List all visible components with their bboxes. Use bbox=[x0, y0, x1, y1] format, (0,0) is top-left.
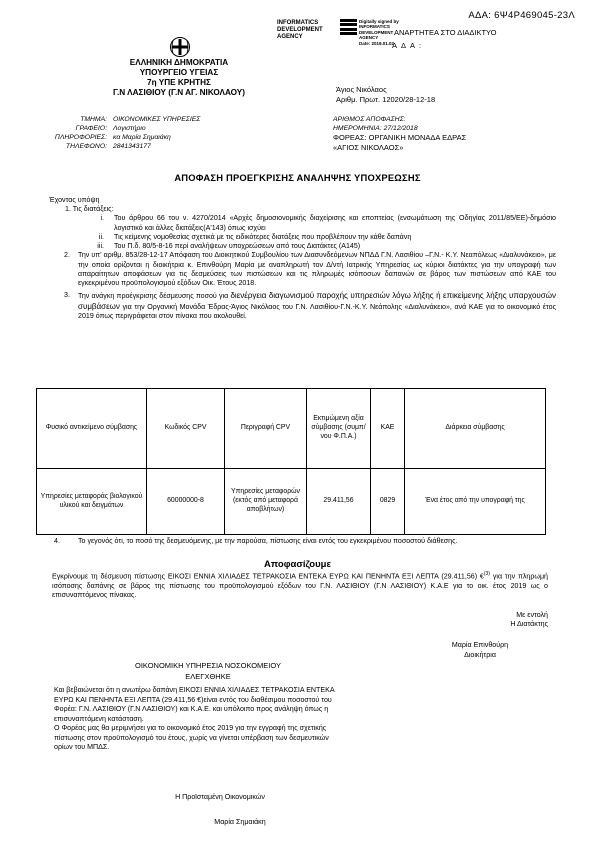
place: Άγιος Νικόλαος bbox=[336, 85, 387, 94]
provision-text: Του Π.δ. 80/5-8-16 περί αναλήψεων υποχρεώσεων από τους Διατάκτες (Α145) bbox=[114, 242, 361, 251]
director-signature bbox=[420, 641, 540, 660]
decision-date-value: : 27/12/2018 bbox=[379, 124, 418, 132]
provision-item bbox=[50, 242, 556, 251]
greek-emblem-icon bbox=[169, 36, 191, 58]
decision-date-label: ΗΜΕΡΟΜΗΝΙΑ bbox=[333, 124, 380, 132]
provision-text: Του άρθρου 66 του ν. 4270/2014 «Αρχές δημοσιονομικής διαχείρισης και εποπτείας (ενσωμάτωση της Οδηγίας 2011/85/ΕΕ)-δημόσιο λογιστικό και άλλες διατάξεις(Α'143) όπως ισχύει bbox=[114, 214, 556, 232]
info-row bbox=[8, 143, 200, 152]
decision-number: ΑΡΙΘΜΟΣ ΑΠΟΦΑΣΗΣ: bbox=[333, 116, 406, 123]
info-row bbox=[8, 116, 200, 125]
provisions-heading: 1. Τις διατάξεις: bbox=[65, 205, 114, 214]
finance-head-title: Η Προϊσταμένη Οικονομικών bbox=[175, 793, 265, 801]
provision-number: iii. bbox=[97, 242, 104, 251]
signature-line: INFORMATICS bbox=[359, 24, 390, 30]
authorization bbox=[448, 611, 548, 629]
issuer-header bbox=[54, 58, 304, 98]
finance-certification bbox=[54, 686, 344, 753]
info-value: κα Μαρία Σημαιάκη bbox=[113, 134, 171, 141]
by-order-label: Με εντολή bbox=[516, 611, 548, 619]
signature-line: Digitally signed by bbox=[359, 19, 399, 24]
column-header: Διάρκεια σύμβασης bbox=[405, 389, 546, 469]
info-label: ΤΜΗΜΑ: bbox=[80, 116, 107, 123]
signature-line: AGENCY bbox=[359, 35, 379, 41]
decision-organ bbox=[333, 133, 466, 142]
provision-text: Τις κείμενης νομοθεσίας σχετικά με τις ειδικότερες διατάξεις που προβλέπουν την κάθε δαπάνη bbox=[114, 232, 412, 241]
publish-online-label: ΑΝΑΡΤΗΤΕΑ ΣΤΟ ΔΙΑΔΙΚΤΥΟ bbox=[394, 28, 497, 37]
paragraph-text: Το γεγονός ότι, το ποσό της δεσμευόμενης, με την παρούσα, πίστωσης είναι εντός του εγκεκριμένου ποσοστού διάθεσης. bbox=[78, 537, 458, 545]
document-title: ΑΠΟΦΑΣΗ ΠΡΟΕΓΚΡΙΣΗΣ ΑΝΑΛΗΨΗΣ ΥΠΟΧΡΕΩΣΗΣ bbox=[174, 172, 421, 183]
paragraph-text bbox=[78, 291, 556, 321]
approval-text-part: Εγκρίνουμε τη δέσμευση πίστωσης ΕΙΚΟΣΙ ΕΝΝΙΑ ΧΙΛΙΑΔΕΣ ΤΕΤΡΑΚΟΣΙΑ ΕΝΤΕΚΑ ΕΥΡΩ ΚΑΙ ΠΕΝΗΝΤΑ ΕΞΙ ΛΕΠΤΑ (29.411,56) € bbox=[52, 572, 484, 581]
info-value: 2841343177 bbox=[113, 143, 151, 150]
paragraph-text-emphasis: διενέργεια διαγωνισμού παροχής υπηρεσιών λόγω λήξης ή επικείμενης λήξης υπαρχουσών συμβάσεων bbox=[78, 291, 556, 311]
info-label: ΠΛΗΡΟΦΟΡΙΕΣ: bbox=[54, 134, 107, 141]
agency-line: INFORMATICS bbox=[277, 20, 319, 26]
contract-table bbox=[36, 388, 546, 535]
info-label: ΤΗΛΕΦΩΝΟ: bbox=[65, 143, 107, 150]
place-and-protocol bbox=[336, 85, 435, 105]
paragraph-text-part: Την ανάγκη προέγκρισης δέσμευσης ποσού για bbox=[78, 292, 231, 301]
budget-commitment-text: Ο Φορέας μας θα μεριμνήσει για το οικονομικό έτος 2019 για την εγγραφή της σχετικής πίστωσης στον προϋπολογισμό του έτους, χωρίς να γίνεται υπέρβαση των δεσμευτικών ορίων του ΜΠΔΣ. bbox=[54, 724, 329, 751]
footnote-marker: (3) bbox=[483, 571, 490, 577]
ada-code: ΑΔΑ: 6Ψ4Ρ469045-23Λ bbox=[468, 10, 575, 21]
organ-name: «ΑΓΙΟΣ ΝΙΚΟΛΑΟΣ» bbox=[333, 142, 404, 152]
table-cell: Ένα έτος από την υπογραφή της bbox=[405, 469, 546, 535]
document-body bbox=[50, 196, 556, 321]
certification-text: Και βεβαιώνεται ότι η ανωτέρω δαπάνη ΕΙΚΟΣΙ ΕΝΝΙΑ ΧΙΛΙΑΔΕΣ ΤΕΤΡΑΚΟΣΙΑ ΕΝΤΕΚΑ ΕΥΡΩ ΚΑΙ ΠΕΝΗΝΤΑ ΕΞΙ ΛΕΠΤΑ (29.411,56 €)είναι εντός του διαθέσιμου ποσοστού του Φορέα: Γ.Ν. ΛΑΣΙΘΙΟΥ (Γ.Ν ΛΑΣΙΘΙΟΥ) και Κ.Α.Ε. και υπόλοιπο προς ανάληψη όπως η επισυναπτόμενη κατάσταση. bbox=[54, 686, 335, 723]
approval-text bbox=[52, 571, 548, 600]
table-header-row bbox=[37, 389, 546, 469]
checked-label: ΕΛΕΓΧΘΗΚΕ bbox=[185, 671, 231, 681]
finance-department-heading bbox=[108, 661, 308, 683]
director-role: Διοικήτρια bbox=[464, 650, 496, 659]
signature-logo-icon bbox=[340, 19, 357, 38]
table-cell: 29.411,56 bbox=[307, 469, 371, 535]
diavgeia-agency-label bbox=[277, 20, 343, 41]
column-header: Εκτιμώμενη αξία σύμβασης (συμπ/νου Φ.Π.Α.) bbox=[307, 389, 371, 469]
provision-item bbox=[50, 233, 556, 242]
contact-info bbox=[8, 116, 200, 152]
ministry-name: ΥΠΟΥΡΓΕΙΟ ΥΓΕΙΑΣ bbox=[139, 68, 219, 77]
provision-number: ii. bbox=[98, 232, 104, 241]
agency-line: DEVELOPMENT bbox=[277, 26, 323, 33]
provision-item bbox=[50, 214, 556, 232]
agency-line: AGENCY bbox=[277, 33, 303, 40]
director-name: Μαρία Επινθούρη bbox=[451, 641, 509, 649]
info-value: ΟΙΚΟΝΟΜΙΚΕΣ ΥΠΗΡΕΣΙΕΣ bbox=[113, 116, 201, 123]
column-header: Φυσικό αντικείμενο σύμβασης bbox=[37, 389, 147, 469]
finance-head-name: Μαρία Σημαιάκη bbox=[214, 818, 266, 826]
authorizing-officer-label: Η Διατάκτης bbox=[510, 620, 548, 629]
organ-value: ΟΡΓΑΝΙΚΗ ΜΟΝΑΔΑ ΕΔΡΑΣ bbox=[368, 133, 467, 143]
info-row bbox=[8, 125, 200, 134]
paragraph-number: 3. bbox=[64, 291, 70, 300]
table-cell: Υπηρεσίες μεταφορών (εκτός από μεταφορά αποβλήτων) bbox=[225, 469, 307, 535]
info-row bbox=[8, 134, 200, 143]
provision-number: i. bbox=[100, 214, 104, 223]
decision-date bbox=[333, 125, 466, 134]
paragraph-2 bbox=[50, 251, 556, 288]
info-value: Λογιστήριο bbox=[113, 125, 146, 132]
table-row bbox=[37, 469, 546, 535]
region-name: 7η ΥΠΕ ΚΡΗΤΗΣ bbox=[147, 78, 211, 87]
table-cell: 0829 bbox=[371, 469, 405, 535]
paragraph-number: 2. bbox=[64, 251, 70, 260]
column-header: ΚΑΕ bbox=[371, 389, 405, 469]
info-label: ΓΡΑΦΕΙΟ: bbox=[75, 125, 107, 132]
finance-department-title: ΟΙΚΟΝΟΜΙΚΗ ΥΠΗΡΕΣΙΑ ΝΟΣΟΚΟΜΕΙΟΥ bbox=[135, 661, 281, 670]
signature-line: DEVELOPMENT bbox=[359, 29, 394, 35]
signature-line: Date: 2019.01.02 bbox=[359, 40, 395, 46]
intro-text: Έχοντας υπόψη bbox=[49, 196, 100, 204]
country-name: ΕΛΛΗΝΙΚΗ ΔΗΜΟΚΡΑΤΙΑ bbox=[129, 58, 229, 67]
paragraph-3 bbox=[50, 291, 556, 321]
table-cell: 60000000-8 bbox=[147, 469, 225, 535]
ada-label: ΑΔΑ: bbox=[392, 41, 426, 50]
approval-text-part: για την πληρωμή ισόποσης δαπάνης σε βάρος της πίστωσης του προϋπολογισμού εξόδων του Γ.Ν. ΛΑΣΙΘΙΟΥ (Γ.Ν ΛΑΣΙΘΙΟΥ) Κ.Α.Ε για το οικ. έτος 2019 ως ο επισυναπτόμενος πίνακας. bbox=[52, 572, 548, 599]
paragraph-text: Την υπ' αριθμ. 853/28-12-17 Απόφαση του Διοικητικού Συμβουλίου των Διασυνδεόμενων ΝΠΔΔ Γ.Ν. Λασιθίου –Γ.Ν.- Κ.Υ. Νεαπόλεως «Διαλυνάκειο», με την οποία ορίζονται η διοικήτρια κ. Επινθούρη Μαρία με αναπληρωτή τον Δ/ντή Ιατρικής Υπηρεσίας ως κύριοι διατάκτες για την υπογραφή των απαραίτητων αποφάσεων για τις δεσμεύσεις των πιστώσεων και τις πληρωμές ισόποσων δαπανών σε βάρος των πιστώσεων από ΚΑΕ του εγκεκριμένου προϋπολογισμού εξόδων Οικ. Έτους 2018. bbox=[78, 251, 556, 287]
decision-meta bbox=[333, 116, 466, 152]
organ-label: ΦΟΡΕΑΣ: bbox=[333, 133, 367, 143]
hospital-name: Γ.Ν ΛΑΣΙΘΙΟΥ (Γ.Ν ΑΓ. ΝΙΚΟΛΑΟΥ) bbox=[112, 88, 245, 97]
table-cell: Υπηρεσίες μεταφοράς βιολογικού υλικού και δειγμάτων bbox=[37, 469, 147, 535]
paragraph-text-part: για την Οργανική Μονάδα Έδρας-Άγιος Νικόλαος του Γ.Ν. Λασιθίου-Γ.Ν.-Κ.Υ. Νεάπολης «Διαλυνάκειο», ανά ΚΑΕ για το οικονομικό έτος 2019 όπως περιγράφεται στον πίνακα που ακολουθεί. bbox=[78, 302, 556, 320]
paragraph-number: 4. bbox=[54, 537, 60, 545]
paragraph-4 bbox=[54, 537, 546, 546]
column-header: Περιγραφή CPV bbox=[225, 389, 307, 469]
protocol-number: Αριθμ. Πρωτ. 12020/28-12-18 bbox=[336, 94, 436, 104]
decision-heading: Αποφασίζουμε bbox=[264, 559, 331, 570]
column-header: Κωδικός CPV bbox=[147, 389, 225, 469]
